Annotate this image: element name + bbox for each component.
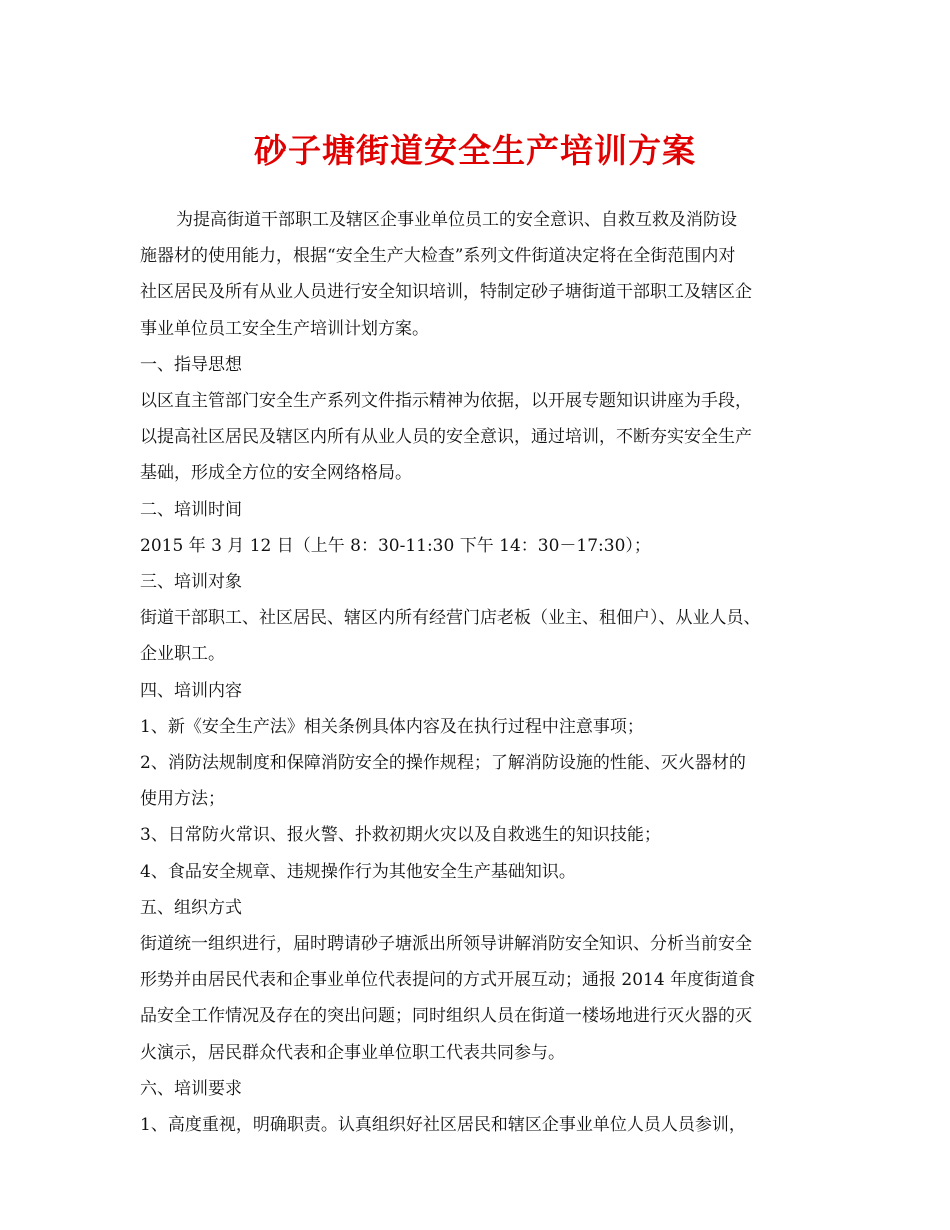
paragraph-line: 以提高社区居民及辖区内所有从业人员的安全意识，通过培训，不断夯实安全生产 bbox=[140, 427, 752, 448]
list-item: 4、食品安全规章、违规操作行为其他安全生产基础知识。 bbox=[140, 861, 576, 882]
paragraph-line: 以区直主管部门安全生产系列文件指示精神为依据，以开展专题知识讲座为手段， bbox=[140, 391, 752, 412]
section-heading: 一、指导思想 bbox=[140, 354, 242, 375]
paragraph-line: 街道统一组织进行，届时聘请砂子塘派出所领导讲解消防安全知识、分析当前安全 bbox=[140, 934, 752, 955]
paragraph-line: 品安全工作情况及存在的突出问题；同时组织人员在街道一楼场地进行灭火器的灭 bbox=[140, 1006, 752, 1027]
section-heading: 五、组织方式 bbox=[140, 897, 242, 918]
paragraph-line: 2015 年 3 月 12 日（上午 8：30-11:30 下午 14：30－17:30）； bbox=[140, 535, 651, 556]
document-title: 砂子塘街道安全生产培训方案 bbox=[254, 131, 696, 170]
list-item: 1、高度重视，明确职责。认真组织好社区居民和辖区企事业单位人员人员参训， bbox=[140, 1115, 746, 1136]
list-item: 1、新《安全生产法》相关条例具体内容及在执行过程中注意事项； bbox=[140, 716, 644, 737]
section-heading: 六、培训要求 bbox=[140, 1078, 242, 1099]
paragraph-line: 为提高街道干部职工及辖区企事业单位员工的安全意识、自救互救及消防设 bbox=[176, 210, 737, 230]
list-item: 使用方法； bbox=[140, 789, 225, 810]
paragraph-line: 街道干部职工、社区居民、辖区内所有经营门店老板（业主、租佃户）、从业人员、 bbox=[140, 608, 761, 629]
paragraph-line: 事业单位员工安全生产培训计划方案。 bbox=[140, 318, 429, 339]
paragraph-line: 企业职工。 bbox=[140, 644, 225, 665]
list-item: 2、消防法规制度和保障消防安全的操作规程；了解消防设施的性能、灭火器材的 bbox=[140, 753, 746, 774]
paragraph-line: 基础，形成全方位的安全网络格局。 bbox=[140, 463, 412, 484]
paragraph-line: 形势并由居民代表和企事业单位代表提问的方式开展互动；通报 2014 年度街道食 bbox=[140, 970, 756, 991]
document-body bbox=[140, 202, 820, 1143]
paragraph-line: 火演示，居民群众代表和企事业单位职工代表共同参与。 bbox=[140, 1042, 565, 1063]
paragraph-line: 社区居民及所有从业人员进行安全知识培训，特制定砂子塘街道干部职工及辖区企 bbox=[140, 282, 752, 303]
section-heading: 二、培训时间 bbox=[140, 499, 242, 520]
list-item: 3、日常防火常识、报火警、扑救初期火灾以及自救逃生的知识技能； bbox=[140, 825, 661, 846]
section-heading: 四、培训内容 bbox=[140, 680, 242, 701]
section-heading: 三、培训对象 bbox=[140, 572, 242, 593]
paragraph-line: 施器材的使用能力，根据“安全生产大检查”系列文件街道决定将在全街范围内对 bbox=[140, 246, 736, 267]
